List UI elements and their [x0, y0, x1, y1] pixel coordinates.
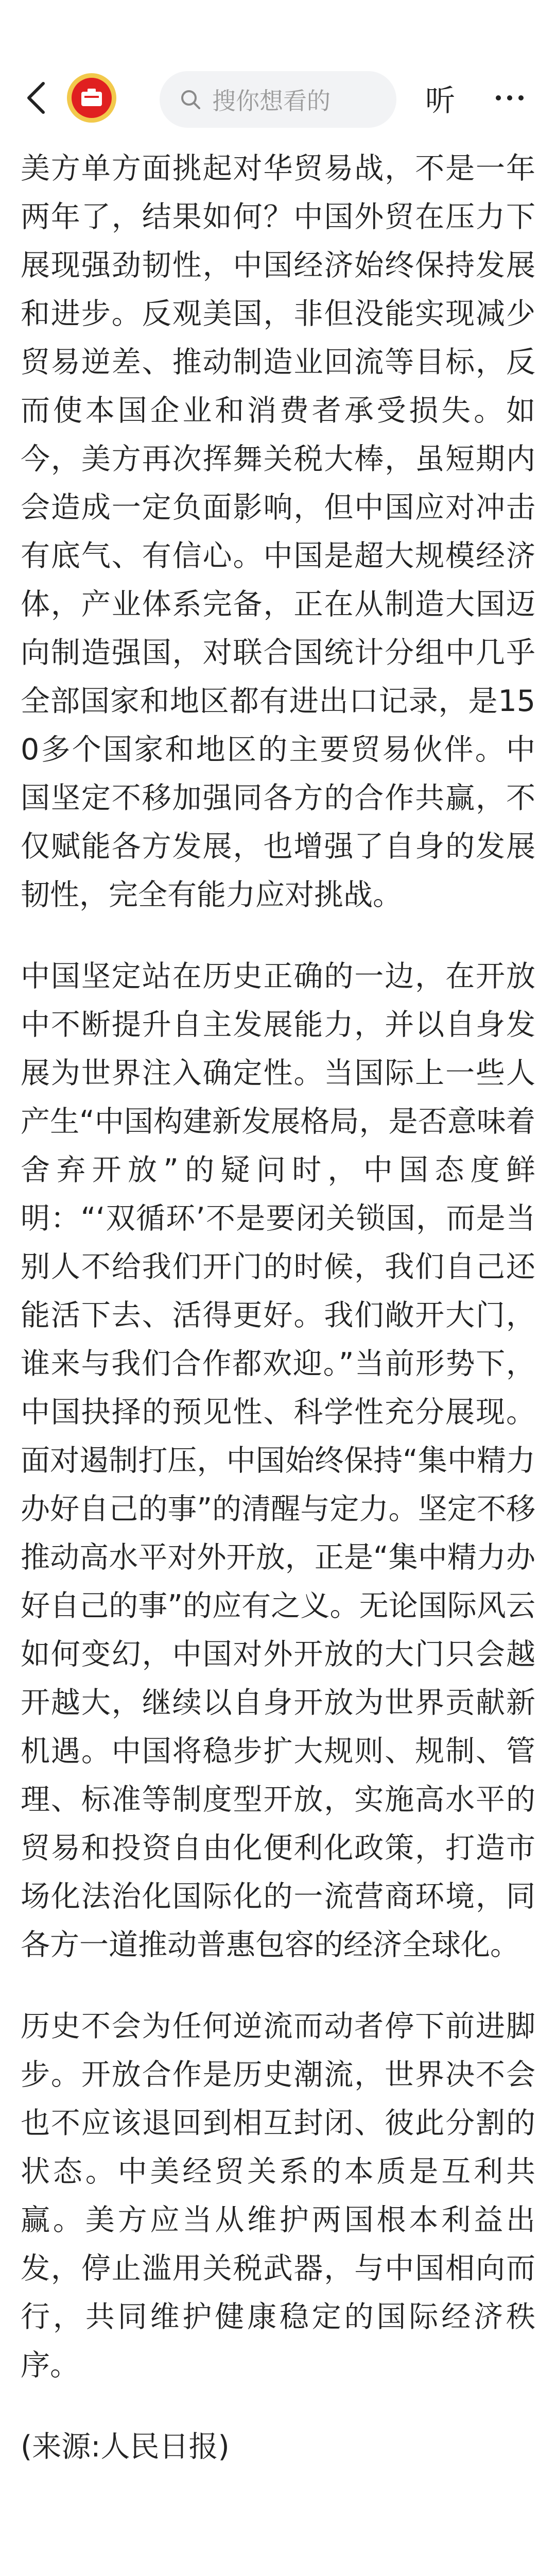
article-paragraph-1: 美方单方面挑起对华贸易战，不是一年两年了，结果如何？中国外贸在压力下展现强劲韧性，中国经济始终保持发展和进步。反观美国，非但没能实现减少贸易逆差、推动制造业回流等目标，反而使本国企业和消费者承受损失。如今，美方再次挥舞关税大棒，虽短期内会造成一定负面影响，但中国应对冲击有底气、有信心。中国是超大规模经济体，产业体系完备，正在从制造大国迈向制造强国，对联合国统计分组中几乎全部国家和地区都有进出口记录，是150多个国家和地区的主要贸易伙伴。中国坚定不移加强同各方的合作共赢，不仅赋能各方发展，也增强了自身的发展韧性，完全有能力应对挑战。 [21, 151, 535, 912]
chevron-left-icon [26, 81, 46, 114]
top-bar [0, 0, 556, 118]
search-bar[interactable] [160, 71, 396, 128]
article-paragraph-2: 中国坚定站在历史正确的一边，在开放中不断提升自主发展能力，并以自身发展为世界注入确定性。当国际上一些人产生“中国构建新发展格局，是否意味着舍弃开放”的疑问时，中国态度鲜明：“‘双循环’不是要闭关锁国，而是当别人不给我们开门的时候，我们自己还能活下去、活得更好。我们敞开大门，谁来与我们合作都欢迎。”当前形势下，中国抉择的预见性、科学性充分展现。面对遏制打压，中国始终保持“集中精力办好自己的事”的清醒与定力。坚定不移推动高水平对外开放，正是“集中精力办好自己的事”的应有之义。无论国际风云如何变幻，中国对外开放的大门只会越开越大，继续以自身开放为世界贡献新机遇。中国将稳步扩大规则、规制、管理、标准等制度型开放，实施高水平的贸易和投资自由化便利化政策，打造市场化法治化国际化的一流营商环境，同各方一道推动普惠包容的经济全球化。 [21, 959, 535, 1962]
listen-button[interactable]: 听 [425, 83, 455, 118]
search-placeholder: 搜你想看的 [212, 87, 331, 115]
more-dots-icon [494, 94, 525, 102]
article-source: (来源:人民日报) [21, 2430, 230, 2464]
app-logo-icon [72, 78, 112, 118]
search-icon [180, 89, 201, 110]
app-logo[interactable] [67, 73, 116, 123]
more-button[interactable] [484, 72, 535, 124]
article-paragraph-3: 历史不会为任何逆流而动者停下前进脚步。开放合作是历史潮流，世界决不会也不应该退回到相互封闭、彼此分割的状态。中美经贸关系的本质是互利共赢。美方应当从维护两国根本利益出发，停止滥用关税武器，与中国相向而行，共同维护健康稳定的国际经济秩序。 [21, 2009, 535, 2382]
back-button[interactable] [21, 72, 51, 124]
article-body [21, 144, 535, 2471]
